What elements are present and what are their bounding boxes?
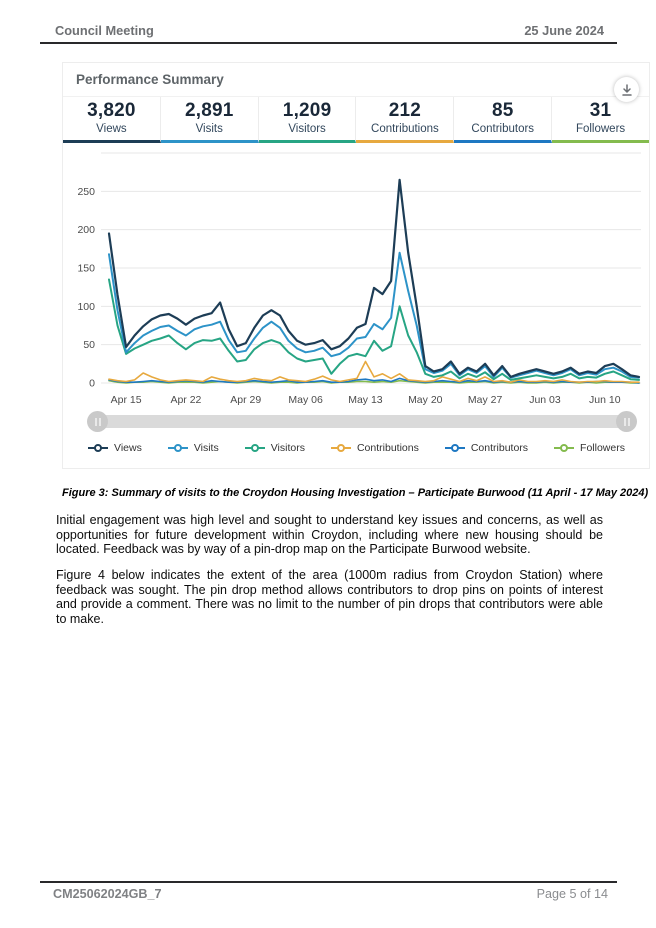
legend-label: Contributions <box>356 442 419 454</box>
stat-tab-followers[interactable] <box>552 97 649 143</box>
date-range-slider[interactable] <box>87 411 637 433</box>
paragraph-figure4: Figure 4 below indicates the extent of the area (1000m radius from Croydon Station) where feedback was sought. The pin drop method allows contributors to drop pins on points of interest and provide a comment. There was no limit to the number of pin drops that contributors were able to make. <box>56 568 603 626</box>
stat-tab-visits[interactable] <box>161 97 259 143</box>
paragraph-initial-engagement: Initial engagement was high level and sought to understand key issues and concerns, as well as opportunities for future development within Croydon, including where new housing should be located. Feedback was by way of a pin-drop map on the Participate Burwood website. <box>56 513 603 557</box>
widget-header <box>63 63 649 97</box>
legend-item-followers[interactable] <box>553 442 625 454</box>
svg-text:250: 250 <box>77 185 95 198</box>
legend-label: Visitors <box>270 442 305 454</box>
stat-label: Followers <box>575 123 626 135</box>
stat-tab-views[interactable] <box>63 97 161 143</box>
legend-item-visits[interactable] <box>167 442 219 454</box>
footer-rule <box>40 881 617 883</box>
stat-value: 3,820 <box>87 100 136 121</box>
stat-label: Contributors <box>471 123 535 135</box>
svg-text:0: 0 <box>89 377 95 390</box>
stat-value: 1,209 <box>282 100 332 121</box>
slider-track[interactable] <box>96 415 628 428</box>
header-date: 25 June 2024 <box>524 23 604 38</box>
page-footer <box>53 887 608 901</box>
download-icon <box>620 83 634 97</box>
legend-item-views[interactable] <box>87 442 142 454</box>
svg-text:50: 50 <box>83 339 95 352</box>
stat-label: Contributions <box>371 123 439 135</box>
svg-text:Apr 29: Apr 29 <box>230 394 262 406</box>
stat-label: Visits <box>195 123 223 135</box>
legend-marker-icon <box>553 443 575 453</box>
footer-page-number: Page 5 of 14 <box>536 887 608 901</box>
legend-marker-icon <box>444 443 466 453</box>
legend-label: Followers <box>580 442 625 454</box>
svg-text:200: 200 <box>77 224 95 237</box>
download-button[interactable] <box>614 77 639 102</box>
legend-label: Views <box>114 442 142 454</box>
stat-tab-contributions[interactable] <box>356 97 454 143</box>
figure-caption: Figure 3: Summary of visits to the Croydon Housing Investigation – Participate Burwood (11 April - 17 May 2024) <box>62 487 649 499</box>
svg-text:Jun 03: Jun 03 <box>529 394 561 406</box>
svg-text:May 06: May 06 <box>288 394 323 406</box>
legend-marker-icon <box>330 443 352 453</box>
svg-text:May 13: May 13 <box>348 394 383 406</box>
legend-marker-icon <box>87 443 109 453</box>
svg-text:Apr 15: Apr 15 <box>110 394 142 406</box>
slider-handle-right[interactable] <box>616 411 637 432</box>
legend-label: Contributors <box>470 442 529 454</box>
header-title: Council Meeting <box>55 23 154 38</box>
stat-label: Views <box>96 123 127 135</box>
svg-text:May 20: May 20 <box>408 394 443 406</box>
stat-value: 212 <box>388 100 422 121</box>
stat-tab-contributors[interactable] <box>454 97 552 143</box>
svg-text:May 27: May 27 <box>467 394 503 406</box>
legend-item-contributions[interactable] <box>330 442 419 454</box>
stat-value: 31 <box>589 100 612 121</box>
slider-handle-left[interactable] <box>87 411 108 432</box>
svg-text:150: 150 <box>77 262 95 275</box>
performance-summary-widget <box>62 62 650 469</box>
legend-marker-icon <box>244 443 266 453</box>
svg-text:100: 100 <box>77 300 95 313</box>
svg-text:Jun 10: Jun 10 <box>589 394 621 406</box>
widget-title: Performance Summary <box>76 72 224 87</box>
chart-legend <box>63 442 649 454</box>
stat-value: 2,891 <box>184 100 234 121</box>
engagement-chart <box>63 145 649 411</box>
page-header <box>55 23 604 38</box>
footer-doc-id: CM25062024GB_7 <box>53 887 162 901</box>
legend-label: Visits <box>193 442 219 454</box>
svg-text:Apr 22: Apr 22 <box>170 394 202 406</box>
stats-row <box>63 97 649 143</box>
legend-item-visitors[interactable] <box>244 442 305 454</box>
stat-value: 85 <box>491 100 514 121</box>
stat-tab-visitors[interactable] <box>259 97 357 143</box>
stat-label: Visitors <box>288 123 326 135</box>
legend-item-contributors[interactable] <box>444 442 528 454</box>
legend-marker-icon <box>167 443 189 453</box>
header-rule <box>40 42 617 44</box>
